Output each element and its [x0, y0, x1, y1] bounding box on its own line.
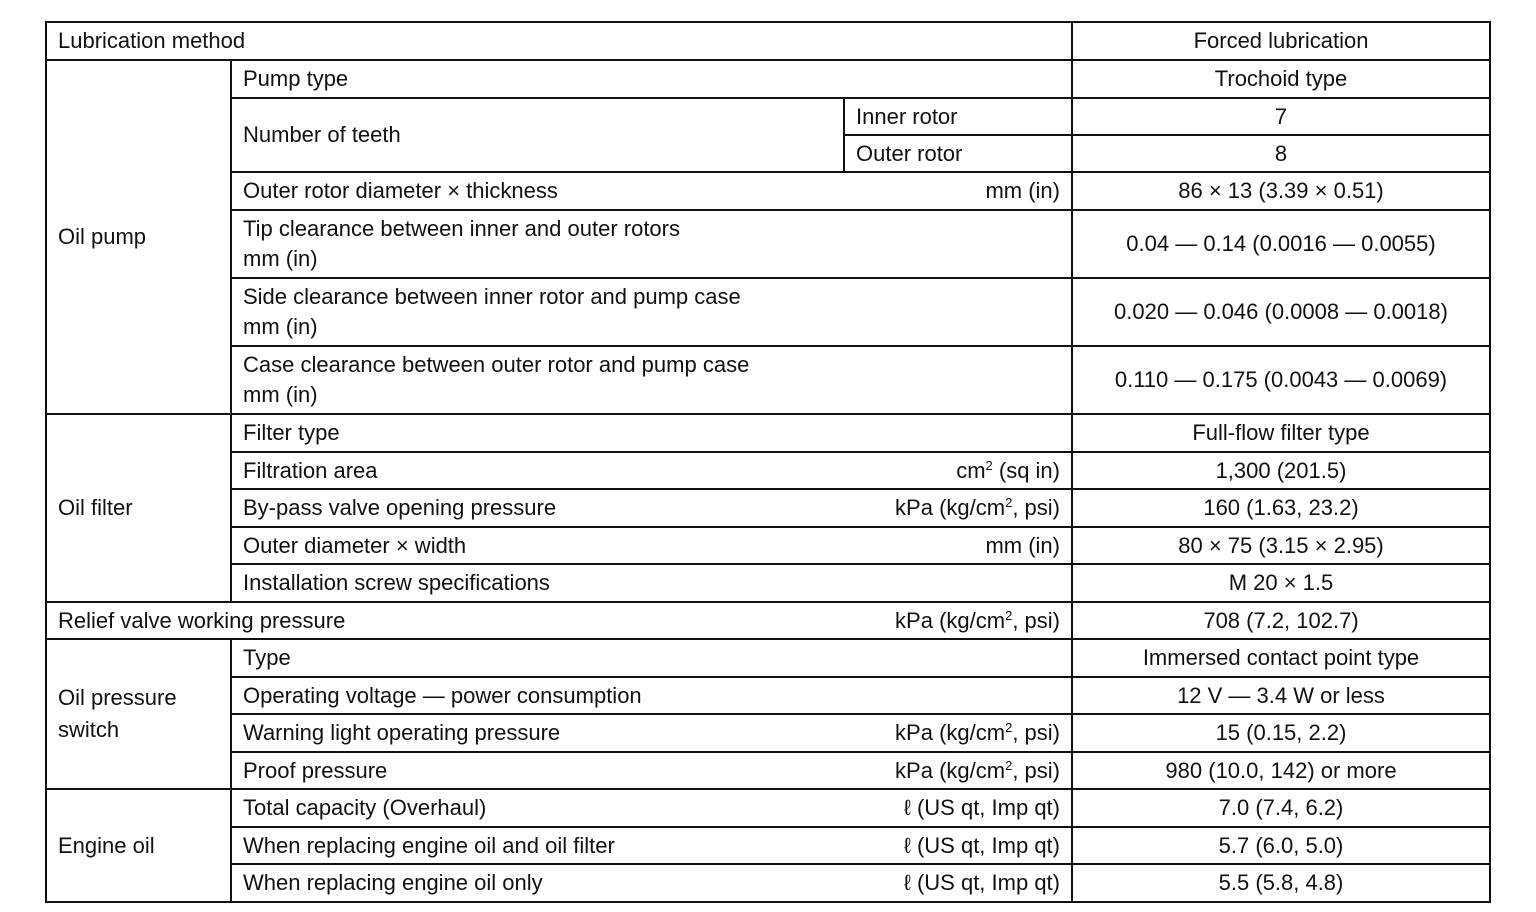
filter-type-label: Filter type: [231, 414, 1072, 452]
filtration-area-label: Filtration area: [243, 457, 378, 483]
relief-valve-label: Relief valve working pressure: [58, 607, 346, 633]
number-of-teeth-label: Number of teeth: [231, 98, 844, 172]
side-clearance-label: Side clearance between inner rotor and pump case: [243, 284, 741, 309]
switch-type-value: Immersed contact point type: [1072, 639, 1490, 677]
proof-pressure-label: Proof pressure: [243, 757, 388, 783]
proof-pressure-value: 980 (10.0, 142) or more: [1072, 752, 1490, 789]
total-capacity-value: 7.0 (7.4, 6.2): [1072, 789, 1490, 827]
installation-screw-value: M 20 × 1.5: [1072, 564, 1490, 602]
outer-rotor-diameter-unit: mm (in): [985, 178, 1060, 204]
row-proof-pressure: [46, 752, 1490, 789]
outer-rotor-diameter-value: 86 × 13 (3.39 × 0.51): [1072, 172, 1490, 210]
replace-oil-only-cell: [231, 864, 1072, 902]
case-clearance-label: Case clearance between outer rotor and pump case: [243, 352, 750, 377]
inner-rotor-label: Inner rotor: [844, 98, 1072, 135]
bypass-pressure-value: 160 (1.63, 23.2): [1072, 489, 1490, 527]
row-outer-diameter: [46, 527, 1490, 564]
row-case-clearance: [46, 346, 1490, 414]
pump-type-value: Trochoid type: [1072, 60, 1490, 98]
filtration-area-unit: $cm^2$ (sq in): [956, 457, 1060, 483]
filtration-area-value: 1,300 (201.5): [1072, 452, 1490, 489]
bypass-pressure-unit: kPa ($kg/cm^2$, psi): [895, 495, 1060, 521]
side-clearance-value: 0.020 — 0.046 (0.0008 — 0.0018): [1072, 278, 1490, 346]
operating-voltage-label: Operating voltage — power consumption: [231, 677, 1072, 714]
total-capacity-cell: [231, 789, 1072, 827]
row-installation-screw: [46, 564, 1490, 602]
row-filtration-area: [46, 452, 1490, 489]
engine-oil-category: Engine oil: [46, 789, 231, 902]
pump-type-label: Pump type: [231, 60, 1072, 98]
replace-with-filter-value: 5.7 (6.0, 5.0): [1072, 827, 1490, 864]
row-pump-type: [46, 60, 1490, 98]
warning-light-value: 15 (0.15, 2.2): [1072, 714, 1490, 752]
row-total-capacity: [46, 789, 1490, 827]
row-tip-clearance: [46, 210, 1490, 278]
case-clearance-value: 0.110 — 0.175 (0.0043 — 0.0069): [1072, 346, 1490, 414]
case-clearance-cell: [231, 346, 1072, 414]
replace-oil-only-value: 5.5 (5.8, 4.8): [1072, 864, 1490, 902]
total-capacity-unit: ℓ (US qt, Imp qt): [903, 795, 1060, 821]
side-clearance-unit: mm (in): [243, 314, 318, 339]
outer-rotor-diameter-label: Outer rotor diameter × thickness: [243, 178, 558, 204]
oil-filter-category: Oil filter: [46, 414, 231, 602]
relief-valve-unit: kPa ($kg/cm^2$, psi): [895, 607, 1060, 633]
lubrication-method-label: Lubrication method: [46, 22, 1072, 60]
row-lubrication-method: [46, 22, 1490, 60]
oil-pressure-switch-category: Oil pressure switch: [46, 639, 231, 789]
oil-pump-category: Oil pump: [46, 60, 231, 414]
operating-voltage-value: 12 V — 3.4 W or less: [1072, 677, 1490, 714]
row-operating-voltage: [46, 677, 1490, 714]
lubrication-method-value: Forced lubrication: [1072, 22, 1490, 60]
proof-pressure-unit: kPa ($kg/cm^2$, psi): [895, 757, 1060, 783]
warning-light-cell: [231, 714, 1072, 752]
installation-screw-label: Installation screw specifications: [231, 564, 1072, 602]
filtration-area-cell: [231, 452, 1072, 489]
row-filter-type: [46, 414, 1490, 452]
warning-light-unit: kPa ($kg/cm^2$, psi): [895, 720, 1060, 746]
bypass-pressure-label: By-pass valve opening pressure: [243, 495, 557, 521]
row-bypass-pressure: [46, 489, 1490, 527]
outer-rotor-label: Outer rotor: [844, 135, 1072, 172]
outer-diameter-unit: mm (in): [985, 532, 1060, 558]
row-relief-valve: [46, 602, 1490, 639]
switch-type-label: Type: [231, 639, 1072, 677]
replace-with-filter-cell: [231, 827, 1072, 864]
row-warning-light: [46, 714, 1490, 752]
replace-oil-only-label: When replacing engine oil only: [243, 870, 543, 896]
relief-valve-cell: [46, 602, 1072, 639]
outer-diameter-cell: [231, 527, 1072, 564]
row-inner-rotor-teeth: [46, 98, 1490, 135]
relief-valve-value: 708 (7.2, 102.7): [1072, 602, 1490, 639]
replace-with-filter-unit: ℓ (US qt, Imp qt): [903, 832, 1060, 858]
total-capacity-label: Total capacity (Overhaul): [243, 795, 487, 821]
row-outer-rotor-diameter: [46, 172, 1490, 210]
replace-with-filter-label: When replacing engine oil and oil filter: [243, 832, 615, 858]
row-replace-oil-only: [46, 864, 1490, 902]
filter-type-value: Full-flow filter type: [1072, 414, 1490, 452]
warning-light-label: Warning light operating pressure: [243, 720, 561, 746]
inner-rotor-value: 7: [1072, 98, 1490, 135]
tip-clearance-label: Tip clearance between inner and outer rotors: [243, 216, 680, 241]
bypass-pressure-cell: [231, 489, 1072, 527]
replace-oil-only-unit: ℓ (US qt, Imp qt): [903, 870, 1060, 896]
outer-rotor-diameter-cell: [231, 172, 1072, 210]
outer-diameter-value: 80 × 75 (3.15 × 2.95): [1072, 527, 1490, 564]
outer-diameter-label: Outer diameter × width: [243, 532, 467, 558]
row-replace-with-filter: [46, 827, 1490, 864]
tip-clearance-value: 0.04 — 0.14 (0.0016 — 0.0055): [1072, 210, 1490, 278]
side-clearance-cell: [231, 278, 1072, 346]
tip-clearance-cell: [231, 210, 1072, 278]
row-switch-type: [46, 639, 1490, 677]
proof-pressure-cell: [231, 752, 1072, 789]
tip-clearance-unit: mm (in): [243, 246, 318, 271]
case-clearance-unit: mm (in): [243, 382, 318, 407]
lubrication-spec-table: [45, 21, 1491, 903]
row-side-clearance: [46, 278, 1490, 346]
outer-rotor-value: 8: [1072, 135, 1490, 172]
